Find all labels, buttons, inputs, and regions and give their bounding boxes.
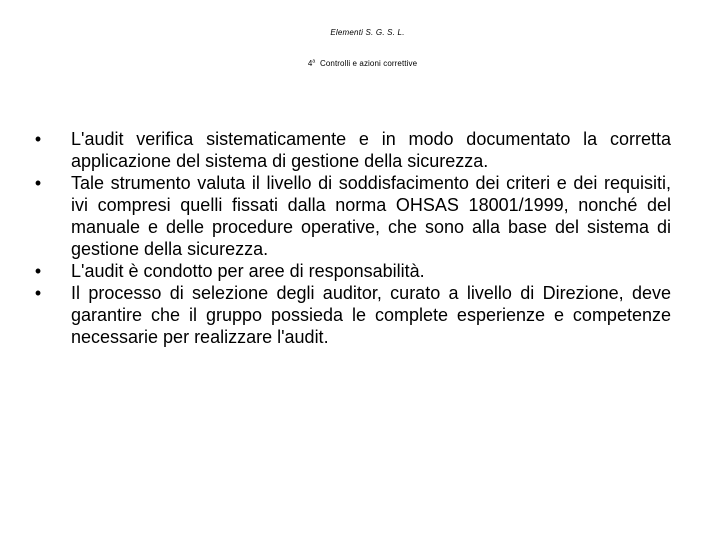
subtitle-superscript: a (312, 58, 316, 65)
bullet-item (28, 172, 671, 260)
subtitle-number: 4 (307, 59, 313, 68)
bullet-item (28, 282, 671, 348)
bullet-item (28, 260, 671, 282)
bullet-marker: • (34, 173, 42, 193)
bullet-text: L'audit verifica sistematicamente e in modo documentato la corretta applicazione del sistema di gestione della sicurezza. (71, 129, 671, 171)
bullet-text: L'audit è condotto per aree di responsabilità. (71, 261, 425, 281)
subtitle-text: Controlli e azioni correttive (319, 59, 418, 68)
bullet-list (28, 128, 671, 348)
bullet-marker: • (34, 283, 42, 303)
bullet-marker: • (34, 129, 42, 149)
slide-header-subtitle (0, 59, 720, 68)
bullet-item (28, 128, 671, 172)
bullet-text: Tale strumento valuta il livello di soddisfacimento dei criteri e dei requisiti, ivi compresi quelli fissati dalla norma OHSAS 18001/1999, nonché del manuale e delle procedure operative, che sono alla base del sistema di gestione della sicurezza. (71, 173, 671, 259)
bullet-marker: • (34, 261, 42, 281)
bullet-text: Il processo di selezione degli auditor, curato a livello di Direzione, deve garantire che il gruppo possieda le complete esperienze e competenze necessarie per realizzare l'audit. (71, 283, 671, 347)
slide-header-title: Elementi S. G. S. L. (330, 28, 405, 37)
